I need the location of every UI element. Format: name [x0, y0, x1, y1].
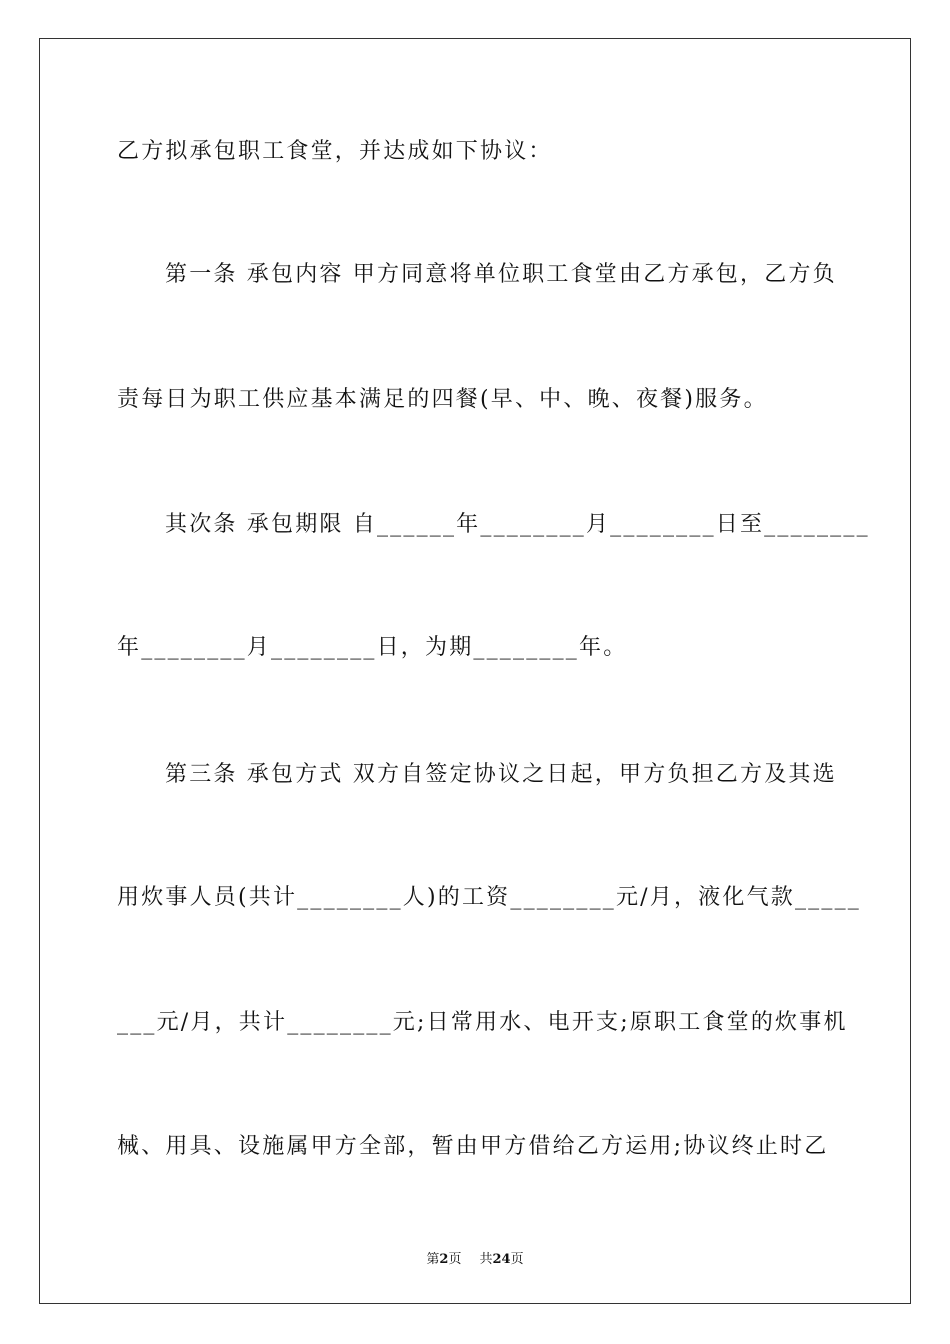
paragraph-line: 乙方拟承包职工食堂，并达成如下协议： — [117, 139, 553, 164]
paragraph-line: 械、用具、设施属甲方全部，暂由甲方借给乙方运用;协议终止时乙 — [117, 1134, 829, 1159]
page-border — [39, 38, 911, 1304]
paragraph-line: 责每日为职工供应基本满足的四餐(早、中、晚、夜餐)服务。 — [117, 387, 768, 412]
paragraph-line: 其次条 承包期限 自______年________月________日至________ — [165, 512, 870, 537]
total-pages: 24 — [492, 1252, 511, 1267]
paragraph-line: 年________月________日，为期________年。 — [117, 635, 628, 660]
paragraph-line: 第一条 承包内容 甲方同意将单位职工食堂由乙方承包，乙方负 — [165, 262, 837, 287]
page-current: 2 — [439, 1252, 449, 1267]
page-prefix: 第 — [426, 1252, 440, 1267]
total-prefix: 共 — [479, 1252, 493, 1267]
paragraph-line: 第三条 承包方式 双方自签定协议之日起，甲方负担乙方及其选 — [165, 762, 837, 787]
total-suffix: 页 — [510, 1252, 524, 1267]
page-suffix: 页 — [448, 1252, 462, 1267]
page-footer — [0, 1248, 950, 1267]
paragraph-line: 用炊事人员(共计________人)的工资________元/月，液化气款_____ — [117, 885, 861, 910]
paragraph-line: ___元/月，共计________元;日常用水、电开支;原职工食堂的炊事机 — [117, 1010, 848, 1035]
